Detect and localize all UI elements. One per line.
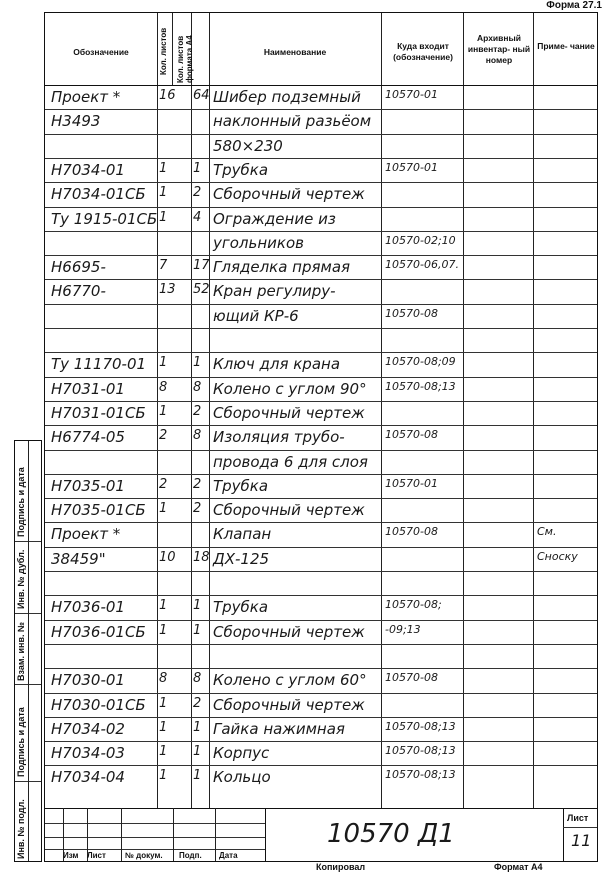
cell-a4: 1 [193,719,202,735]
cell-a4: 1 [193,160,202,176]
cell-a4: 1 [193,355,202,371]
spec-row [45,717,597,741]
stamp-col-izm: Изм [63,851,79,860]
cell-a4: 1 [193,598,202,614]
cell-name: угольников [213,233,304,252]
cell-name: Кран регулиру- [213,282,336,301]
cell-a4: 1 [193,744,202,760]
cell-sheets: 2 [159,428,168,444]
col-header-note: Приме- чание [537,41,595,51]
stamp-col-date: Дата [219,851,238,860]
cell-where: 10570-01 [385,476,438,490]
stamp-document-code: 10570 Д1 [327,819,455,849]
cell-designation: Н7030-01 [51,671,125,690]
side-label-dup-inv: Инв. № дубл. [16,549,26,609]
cell-a4: 1 [193,622,202,638]
cell-where: 10570-08 [385,525,438,539]
spec-row [45,401,597,425]
cell-a4: 64 [193,88,210,103]
cell-a4: 2 [193,476,202,492]
cell-where: 10570-08 [385,306,438,320]
spec-sheet [44,12,598,862]
cell-sheets: 1 [159,598,168,614]
cell-name: Сборочный чертеж [213,403,365,422]
col-header-designation: Обозначение [73,47,129,57]
cell-where: 10570-08;13 [385,768,456,782]
cell-a4: 8 [193,428,202,444]
spec-row [45,328,597,352]
side-label-sign-date-1: Подпись и дата [16,467,26,537]
cell-name: Сборочный чертеж [213,501,365,520]
cell-where: 10570-08;09 [385,355,456,369]
spec-row [45,571,597,595]
cell-designation: Н7034-01СБ [51,185,146,204]
cell-designation: Ту 11170-01 [51,355,147,374]
side-label-orig-inv: Инв. № подл. [16,799,26,859]
spec-row [45,134,597,158]
cell-designation: Н7035-01СБ [51,501,146,520]
cell-designation: Н6774-05 [51,428,125,447]
cell-sheets: 8 [159,671,168,687]
cell-name: ДХ-125 [213,549,270,568]
cell-name: Трубка [213,598,269,617]
spec-row [45,158,597,182]
cell-name: Ключ для крана [213,355,341,374]
cell-name: Гайка нажимная [213,719,345,738]
cell-designation: Н6695- [51,258,106,277]
spec-row [45,425,597,449]
cell-name: Колено с углом 60° [213,671,367,690]
stamp-col-list: Лист [87,851,106,860]
cell-designation: Проект * [51,88,121,106]
cell-sheets: 1 [159,209,168,225]
cell-a4: 2 [193,695,202,711]
cell-designation: Н7030-01СБ [51,695,146,714]
cell-name: Изоляция трубо- [213,428,345,447]
cell-name: 580×230 [213,136,283,155]
cell-a4: 8 [193,671,202,687]
cell-designation: Н7034-03 [51,744,125,763]
spec-row [45,377,597,401]
spec-row [45,207,597,231]
spec-row [45,450,597,474]
cell-name: Гляделка прямая [213,258,351,277]
cell-name: Шибер подземный [213,88,361,106]
cell-sheets: 8 [159,379,168,395]
col-header-archive: Архивный инвентар- ный номер [467,33,531,65]
cell-a4: 8 [193,379,202,395]
stamp-sheet-number: 11 [571,831,592,850]
cell-a4: 18 [193,549,210,565]
spec-row [45,85,597,109]
cell-sheets: 1 [159,160,168,176]
cell-sheets: 7 [159,258,168,274]
cell-designation: Н3493 [51,112,101,131]
side-label-replace-inv: Взам. инв. № [16,621,26,681]
spec-row [45,231,597,255]
cell-designation: Н7031-01 [51,379,125,398]
cell-designation: Н7031-01СБ [51,403,146,422]
cell-name: ющий КР-6 [213,306,299,325]
spec-row [45,547,597,571]
cell-sheets: 13 [159,282,176,298]
cell-name: провода 6 для слоя [213,452,368,471]
spec-row [45,255,597,279]
cell-name: Ограждение из [213,209,336,228]
cell-name: Трубка [213,160,269,179]
spec-row [45,644,597,668]
cell-designation: 38459" [51,549,106,568]
cell-sheets: 1 [159,768,168,784]
cell-where: 10570-08 [385,671,438,685]
side-strip [14,440,42,862]
spec-row [45,620,597,644]
cell-where: 10570-08; [385,598,442,612]
cell-designation: Н7036-01 [51,598,125,617]
cell-name: Сборочный чертеж [213,185,365,204]
form-label: Форма 27.1 [546,0,602,11]
cell-sheets: 16 [159,88,176,103]
cell-a4: 1 [193,768,202,784]
cell-designation: Н7034-04 [51,768,125,787]
cell-sheets: 2 [159,476,168,492]
cell-sheets: 1 [159,403,168,419]
spec-row [45,765,597,789]
cell-a4: 2 [193,185,202,201]
cell-where: 10570-02;10 [385,233,456,247]
cell-where: 10570-08;13 [385,744,456,758]
spec-row [45,304,597,328]
cell-name: Сборочный чертеж [213,622,365,641]
spec-row [45,693,597,717]
cell-a4: 17 [193,258,210,274]
footer-format: Формат А4 [494,862,543,872]
spec-row [45,109,597,133]
cell-note: См. [537,525,557,539]
cell-a4: 4 [193,209,202,225]
cell-where: 10570-01 [385,88,438,101]
col-header-where-used: Куда входит (обозначение) [393,41,453,62]
cell-sheets: 1 [159,185,168,201]
stamp-col-sign: Подп. [179,851,202,860]
col-header-sheets: Кол. листов [159,27,168,75]
cell-where: -09;13 [385,622,421,636]
cell-a4: 2 [193,403,202,419]
cell-where: 10570-06,07. [385,258,459,272]
cell-name: Корпус [213,744,270,763]
col-header-name: Наименование [263,47,327,57]
stamp-sheet-label: Лист [567,813,589,823]
cell-note: Сноску [537,549,578,563]
cell-designation: Н6770- [51,282,106,301]
spec-row [45,352,597,376]
spec-row [45,741,597,765]
cell-where: 10570-01 [385,160,438,174]
cell-sheets: 1 [159,719,168,735]
cell-sheets: 10 [159,549,176,565]
cell-sheets: 1 [159,622,168,638]
cell-sheets: 1 [159,501,168,517]
cell-name: Клапан [213,525,272,544]
cell-name: наклонный разьёом [213,112,372,131]
cell-where: 10570-08 [385,428,438,442]
side-label-sign-date-2: Подпись и дата [16,707,26,777]
cell-name: Кольцо [213,768,271,787]
footer-copied: Копировал [316,862,366,872]
spec-row [45,279,597,303]
spec-row [45,668,597,692]
cell-sheets: 1 [159,355,168,371]
cell-designation: Проект * [51,525,121,544]
cell-designation: Н7035-01 [51,476,125,495]
cell-where: 10570-08;13 [385,719,456,733]
spec-row [45,522,597,546]
cell-designation: Н7036-01СБ [51,622,146,641]
col-header-a4-count: Кол. листов формата А4 [176,35,194,83]
stamp-col-doc: № докум. [125,851,163,860]
spec-row [45,498,597,522]
cell-a4: 2 [193,501,202,517]
cell-sheets: 1 [159,695,168,711]
cell-designation: Ту 1915-01СБ [51,209,158,228]
spec-row [45,182,597,206]
cell-designation: Н7034-01 [51,160,125,179]
spec-row [45,595,597,619]
cell-a4: 52 [193,282,210,298]
spec-row [45,474,597,498]
cell-name: Колено с углом 90° [213,379,367,398]
cell-designation: Н7034-02 [51,719,125,738]
cell-name: Трубка [213,476,269,495]
cell-sheets: 1 [159,744,168,760]
cell-where: 10570-08;13 [385,379,456,393]
cell-name: Сборочный чертеж [213,695,365,714]
